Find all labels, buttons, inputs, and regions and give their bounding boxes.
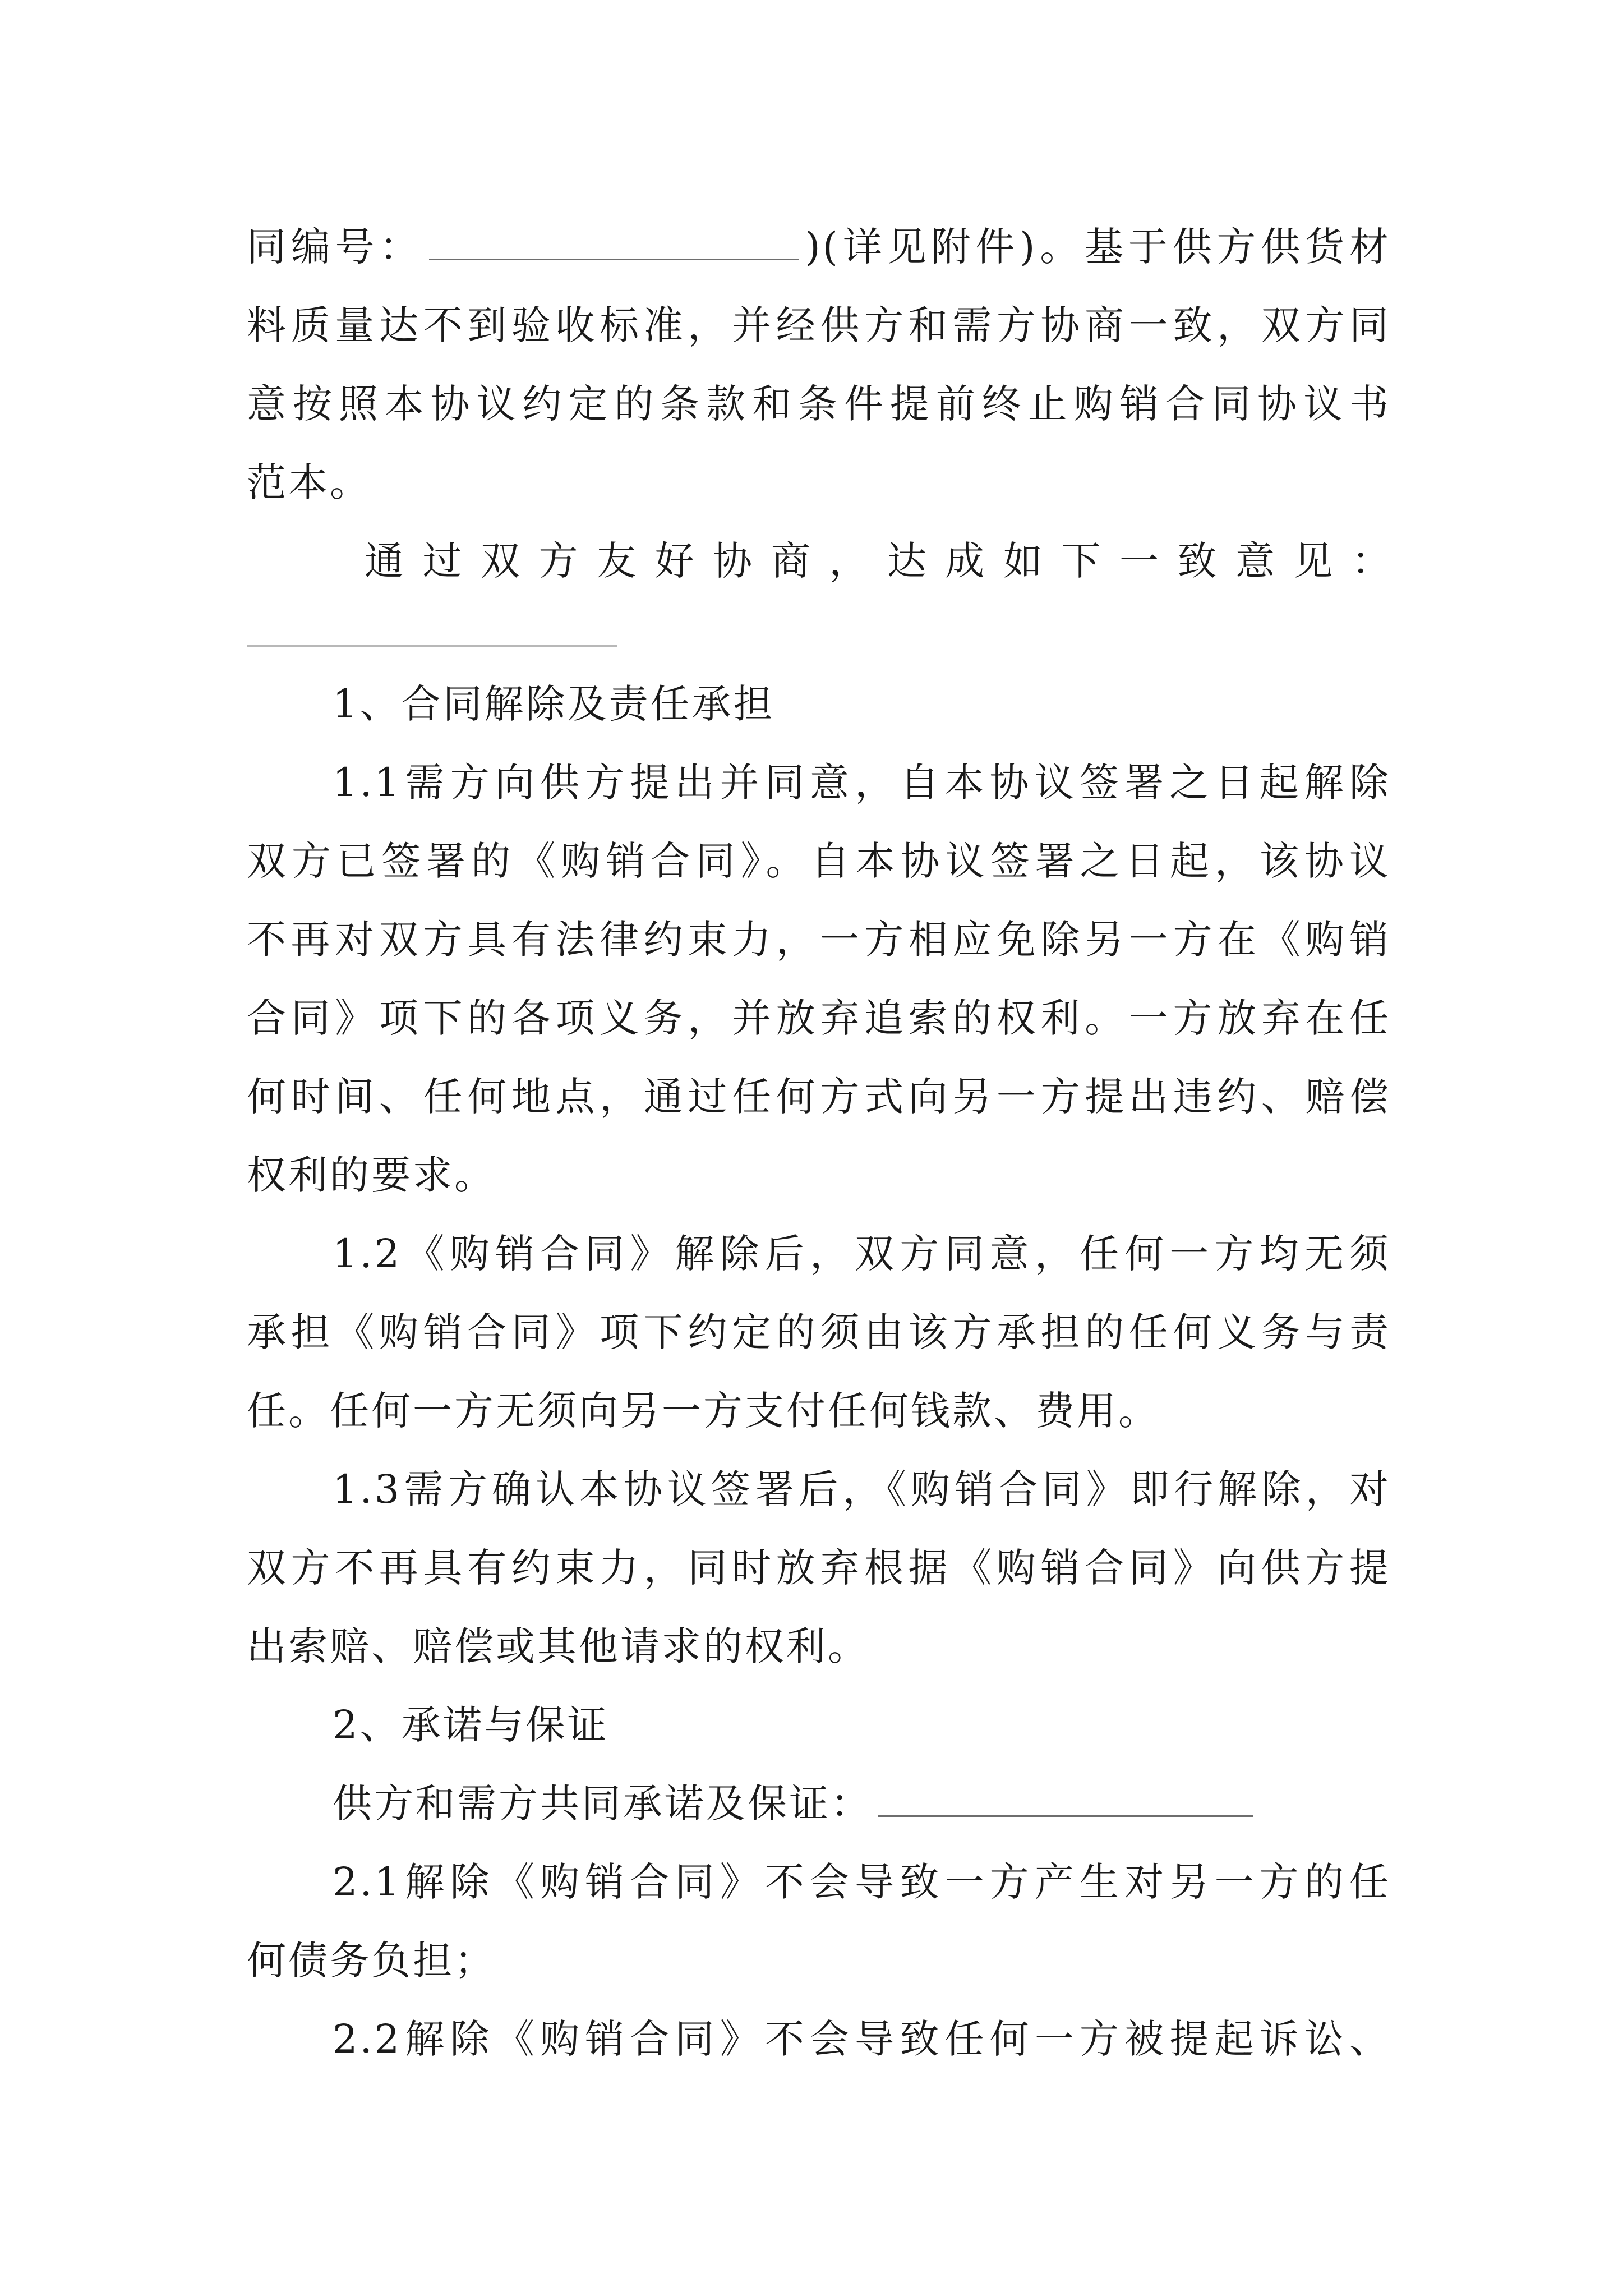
contract-number-blank (429, 218, 799, 260)
separator-rule (247, 645, 617, 647)
clause-1-1-line-3: 不再对双方具有法律约束力，一方相应免除另一方在《购销 (247, 917, 1391, 963)
section-2-heading: 2、承诺与保证 (333, 1702, 609, 1748)
section-2-intro-blank (878, 1775, 1253, 1817)
clause-1-3-line-3: 出索赔、赔偿或其他请求的权利。 (247, 1623, 869, 1669)
section-2-intro (333, 1764, 1391, 1843)
clause-1-2-line-2: 承担《购销合同》项下约定的须由该方承担的任何义务与责 (247, 1309, 1391, 1355)
intro-line-1-suffix: )(详见附件)。基于供方供货材 (805, 224, 1391, 270)
clause-1-3-line-2: 双方不再具有约束力，同时放弃根据《购销合同》向供方提 (247, 1545, 1391, 1591)
clause-1-1-line-5: 何时间、任何地点，通过任何方式向另一方提出违约、赔偿 (247, 1074, 1391, 1120)
clause-1-1-line-2: 双方已签署的《购销合同》。自本协议签署之日起，该协议 (247, 838, 1391, 884)
agreement-line: 通过双方友好协商，达成如下一致意见： (365, 538, 1391, 584)
contract-number-label: 同编号： (247, 224, 424, 270)
clause-2-2-line-1: 2.2解除《购销合同》不会导致任何一方被提起诉讼、 (333, 2016, 1391, 2062)
intro-line-2: 料质量达不到验收标准，并经供方和需方协商一致，双方同 (247, 302, 1391, 348)
clause-1-1-line-1: 1.1需方向供方提出并同意，自本协议签署之日起解除 (333, 760, 1391, 806)
clause-1-1-line-4: 合同》项下的各项义务，并放弃追索的权利。一方放弃在任 (247, 995, 1391, 1041)
section-1-heading: 1、合同解除及责任承担 (333, 681, 775, 727)
clause-2-1-line-2: 何债务负担； (247, 1938, 496, 1984)
clause-1-2-line-3: 任。任何一方无须向另一方支付任何钱款、费用。 (247, 1388, 1160, 1434)
section-2-intro-text: 供方和需方共同承诺及保证： (333, 1780, 872, 1826)
clause-1-3-line-1: 1.3需方确认本协议签署后，《购销合同》即行解除，对 (333, 1466, 1391, 1512)
clause-1-1-line-6: 权利的要求。 (247, 1152, 496, 1198)
clause-1-2-line-1: 1.2《购销合同》解除后，双方同意，任何一方均无须 (333, 1231, 1391, 1277)
intro-line-3: 意按照本协议约定的条款和条件提前终止购销合同协议书 (247, 381, 1391, 427)
clause-2-1-line-1: 2.1解除《购销合同》不会导致一方产生对另一方的任 (333, 1859, 1391, 1905)
intro-line-4: 范本。 (247, 459, 371, 505)
intro-line-1 (247, 208, 1391, 286)
